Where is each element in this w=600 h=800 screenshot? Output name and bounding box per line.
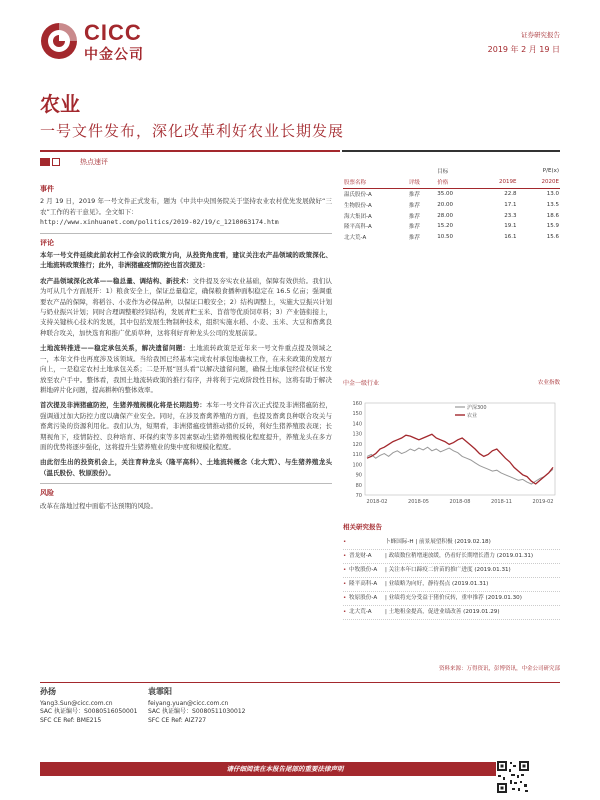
table-cell: 13.5: [546, 201, 559, 208]
event-body: 2 月 19 日，2019 年一号文件正式发布，题为《中共中央国务院关于坚持农业农村优先发展做好“三农”工作的若干意见》。全文如下：: [40, 197, 332, 216]
table-cell: 推荐: [408, 202, 420, 209]
main-content: [40, 184, 332, 516]
table-cell: 北大荒-A: [344, 235, 367, 242]
report-type: 证券研究报告: [521, 31, 560, 39]
table-cell: 海大集团-A: [344, 213, 372, 220]
comment-lead: 本年一号文件延续此前农村工作会议的政策方向，从投资角度看，建议关注农产品领域的政策深化、土地流转政策推行；此外，非洲猪瘟疫情防控也首次提及：: [40, 251, 332, 270]
related-item-name: 晋龙财-A: [349, 553, 372, 559]
col-header: 股票名称: [343, 177, 408, 188]
chart-unit: 农业指数: [537, 380, 560, 386]
related-item-name: [349, 538, 385, 547]
legal-notice-bar: 请仔细阅读在本报告尾部的重要法律声明: [40, 762, 530, 776]
headline: 一号文件发布，深化改革利好农业长期发展: [40, 122, 345, 140]
table-cell: 推荐: [408, 235, 420, 242]
chart-svg: [343, 387, 560, 509]
tag-marker-outline-icon: [52, 158, 60, 166]
y-tick-label: 80: [355, 482, 362, 489]
comment-paragraph-3: [40, 400, 332, 452]
col-header: 2020E: [517, 177, 560, 188]
risk-title: 风险: [40, 489, 54, 498]
bullet-icon: •: [343, 567, 347, 573]
related-item-text: | 土地租金提高，促进业绩改善 (2019.01.29): [385, 609, 500, 615]
divider-right: [342, 150, 560, 152]
analyst-sac: SAC 执证编号：S0080516050001: [40, 708, 138, 715]
related-item-name: 隆平高科-A: [349, 581, 378, 587]
analyst-divider: [40, 682, 560, 683]
y-tick-label: 70: [355, 493, 362, 499]
comment-p1-heading: 农产品领域深化改革——稳总量、调结构、新技术：: [40, 276, 193, 285]
legend-label-index: 沪深300: [467, 405, 487, 411]
table-cell: 温氏股份-A: [344, 191, 372, 198]
table-cell: 隆平高科-A: [344, 224, 372, 231]
related-item-text: | 关注本年口蹄疫二价苗的推广进度 (2019.01.31): [385, 567, 511, 573]
chart-title: 中金一级行业: [343, 380, 380, 387]
event-url-link[interactable]: http://www.xinhuanet.com/politics/2019-02/19/c_1210063174.htm: [40, 218, 279, 227]
table-row: [343, 210, 560, 221]
data-source: 资料来源：万得资讯，彭博资讯，中金公司研究部: [438, 666, 560, 672]
report-date: 2019 年 2 月 19 日: [487, 45, 560, 54]
divider-left: [40, 150, 340, 152]
table-cell: 15.6: [546, 234, 559, 241]
analyst-sfc: SFC CE Ref: BME215: [40, 716, 102, 724]
related-item[interactable]: [343, 592, 560, 606]
report-tag: 热点速评: [80, 158, 108, 166]
y-tick-label: 120: [352, 441, 362, 448]
stock-table: [343, 166, 560, 242]
sector-title: 农业: [40, 92, 80, 116]
table-row: [343, 199, 560, 210]
col-header: 价格: [436, 177, 475, 188]
brand-name-en: CICC: [84, 20, 142, 45]
table-row: [343, 188, 560, 199]
table-cell: 35.00: [437, 190, 454, 197]
legend-label-sector: 农业: [467, 413, 478, 419]
related-item[interactable]: [343, 564, 560, 578]
comment-paragraph-1: [40, 276, 332, 338]
x-tick-label: 2018-02: [366, 499, 388, 505]
y-tick-label: 110: [352, 452, 362, 459]
col-header: 评级: [408, 177, 436, 188]
related-list: [343, 536, 560, 620]
stock-table-panel: [343, 166, 560, 242]
table-header-row: [343, 177, 560, 188]
analyst-sac: SAC 执证编号：S0080511030012: [148, 708, 246, 715]
table-cell: 28.00: [437, 212, 454, 219]
table-row: [343, 232, 560, 243]
related-item-text: 卜蜂国际-H | 前景展望积极 (2019.02.18): [385, 539, 491, 545]
related-item-text: | 业绩略为向好，静待拐点 (2019.01.31): [385, 581, 489, 587]
analyst-email[interactable]: Yang3.Sun@cicc.com.cn: [40, 699, 113, 707]
y-tick-label: 150: [352, 411, 362, 418]
qr-code-icon: [496, 760, 530, 794]
comment-title: 评论: [40, 238, 54, 247]
analyst-email[interactable]: feiyang.yuan@cicc.com.cn: [148, 699, 229, 707]
related-item[interactable]: [343, 536, 560, 550]
bullet-icon: •: [343, 539, 347, 545]
comment-paragraph-2: [40, 343, 332, 395]
related-item-name: 中牧股份-A: [349, 567, 378, 573]
section-rule: [40, 483, 332, 484]
col-header: 2019E: [475, 177, 518, 188]
section-rule: [40, 233, 332, 234]
table-cell: 13.0: [546, 190, 559, 197]
related-item[interactable]: [343, 550, 560, 564]
y-tick-label: 140: [352, 421, 362, 428]
related-title: 相关研究报告: [343, 523, 382, 531]
analyst-1: [40, 688, 137, 725]
table-cell: 22.8: [504, 190, 517, 197]
y-tick-label: 100: [352, 462, 362, 469]
table-cell: 15.20: [437, 223, 454, 230]
analyst-name: 孙扬: [40, 687, 56, 696]
y-tick-label: 90: [355, 472, 362, 479]
table-cell: 推荐: [408, 213, 420, 220]
y-tick-label: 130: [352, 431, 362, 438]
series-line-sector: [367, 434, 553, 484]
table-top-header: [343, 166, 560, 177]
risk-text: 改革在落地过程中面临不达预期的风险。: [40, 501, 157, 510]
table-cell: 15.9: [546, 223, 559, 230]
table-cell: 16.1: [504, 234, 517, 241]
comment-p2-heading: 土地流转推进——稳定承包关系，解决遗留问题：: [40, 344, 190, 353]
y-tick-label: 160: [352, 401, 362, 407]
bullet-icon: •: [343, 553, 347, 559]
related-item-text: | 政绩数位稍增速放缓，仍看好长期增长潜力 (2019.01.31): [385, 553, 534, 559]
table-cell: 18.6: [546, 212, 559, 219]
bullet-icon: •: [343, 595, 347, 601]
performance-chart: [343, 378, 560, 513]
comment-p3-heading: 首次提及非洲猪瘟防控，生猪养殖规模化将是长期趋势：: [40, 401, 206, 410]
analyst-name: 袁霏阳: [148, 687, 172, 696]
table-cell: 推荐: [408, 191, 420, 198]
comment-paragraph-4: 由此衍生出的投资机会上，关注育种龙头（隆平高科）、土地流转概念（北大荒）、与生猪养殖龙头（温氏股份、牧原股份）。: [40, 458, 332, 477]
cicc-logo-icon: [40, 22, 78, 60]
analyst-2: [148, 688, 245, 725]
event-text: [40, 196, 332, 227]
comment-p2-body: 土地流转政策是近年来一号文件重点提及领域之一，本年文件也再度涉及该领域。当给我国已经基本完成农村承包地确权工作，在未来政策的发展方向上，一是稳定农村土地承包关系；二是开展“回头看”以解决遗留问题，确保土地承包经营权证书发放至农户手中。整体看，我国土地流转政策的推行有序，并将利于完成阶段性目标，这将有助于解决耕地碎片化问题，提高耕种的整体效率。: [40, 344, 333, 394]
x-tick-label: 2018-08: [449, 499, 471, 505]
brand-name-cn: 中金公司: [84, 47, 144, 63]
table-cell: 23.3: [504, 212, 517, 219]
series-line-index: [367, 447, 553, 484]
table-cell: 20.00: [437, 201, 454, 208]
related-item-name: 牧原股份-A: [349, 595, 378, 601]
price-top-label: 目标: [437, 169, 449, 176]
related-item[interactable]: [343, 578, 560, 592]
x-tick-label: 2018-11: [491, 499, 512, 505]
comment-p3-body: 本年一号文件首次正式提及非洲猪瘟防控，强调通过加大防控力度以确保产业安全。同时，在涉及畜禽养殖的方面，也提及畜禽良种联合攻关与畜禽污染的资源利用化。我们认为，短期看，非洲猪瘟疫情推动猪价反转，利好生猪养殖股表现；长期视角下，疫情防控、良种培育、环保约束等多因素驱动生猪养殖规模化程度提升，养殖龙头在多方面的优势将逐步强化，这将提升生猪养殖业的集中度和规模化程度。: [40, 401, 333, 451]
x-tick-label: 2018-05: [408, 499, 429, 505]
analyst-sfc: SFC CE Ref: AIZ727: [148, 716, 207, 724]
table-cell: 生物股份-A: [344, 202, 372, 209]
comment-p1-body: 文件提及夯实农业基础，保障有效供给。我们认为可从几个方面展开：1）粮食安全上，保证总量稳定，确保粮食播种面积稳定在 16.5 亿亩；强调重要农产品的保障，将稻谷、小麦作为必保品种，以保证口粮安全；2）结构调整上，实施大豆振兴计划与奶业振兴计划；同时合理调整粮经饲结构，发展青贮玉米、苜蓿等优质饲草料；3）产业链衔接上，支持关键核心技术的发展，其中包括发展生物制种技术，组织实施水稻、小麦、玉米、大豆和畜禽良种联合攻关，加快选育和推广优质草种，这将利好育种龙头公司的发展前景。: [40, 276, 333, 337]
table-cell: 10.50: [437, 234, 454, 241]
tag-marker-icon: [40, 158, 50, 166]
table-cell: 17.1: [504, 201, 517, 208]
table-row: [343, 221, 560, 232]
related-item-text: | 业绩将充分受益于猪价反转，重申推荐 (2019.01.30): [385, 595, 522, 601]
table-cell: 推荐: [408, 224, 420, 231]
table-cell: 19.1: [504, 223, 517, 230]
related-item[interactable]: [343, 606, 560, 620]
related-item-name: 北大荒-A: [349, 609, 372, 615]
x-tick-label: 2019-02: [532, 499, 554, 505]
bullet-icon: •: [343, 609, 347, 615]
event-title: 事件: [40, 185, 54, 193]
bullet-icon: •: [343, 581, 347, 587]
pe-top-label: P/E(x): [542, 168, 559, 175]
